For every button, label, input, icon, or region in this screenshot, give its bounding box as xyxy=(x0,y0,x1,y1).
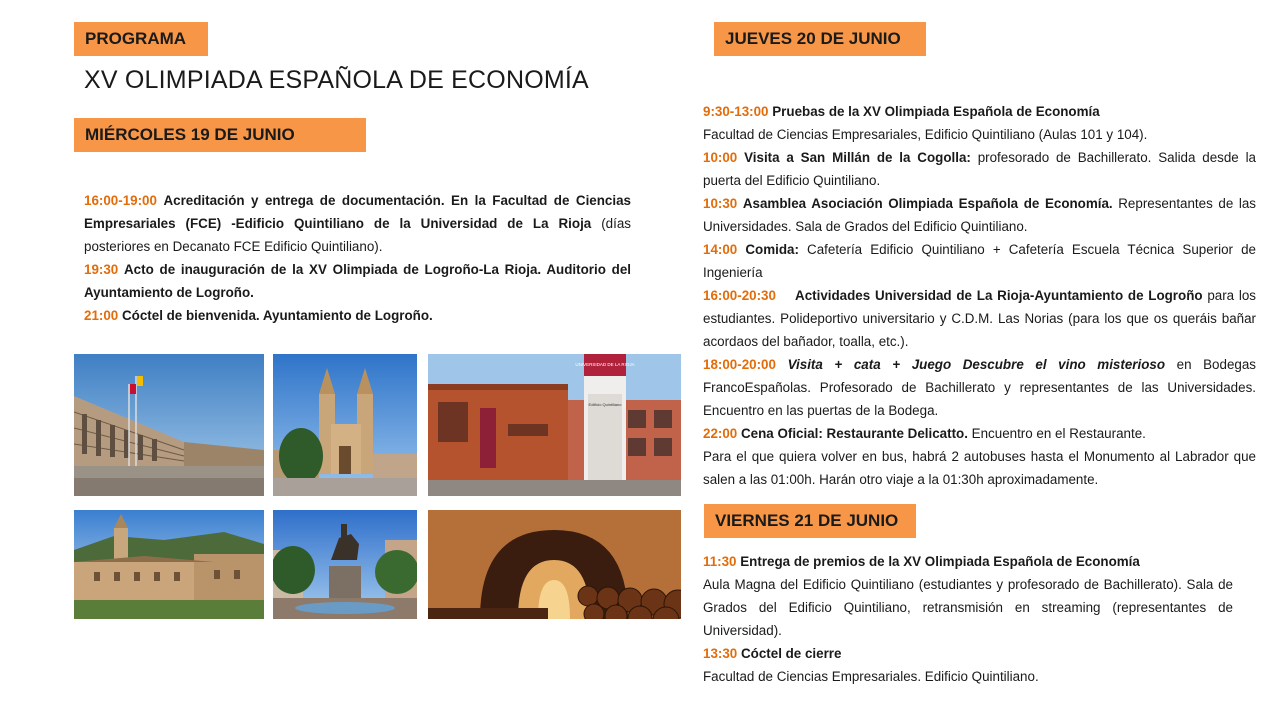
event-detail: profesorado de Bachillerato. Salida desde la puerta del Edificio Quintiliano. xyxy=(703,150,1257,188)
event-title: Comida: xyxy=(745,242,799,257)
event-title: Asamblea Asociación Olimpiada Española de Economía. xyxy=(742,196,1113,211)
event-title: Acto de inauguración de la XV Olimpiada de Logroño-La Rioja. Auditorio del Ayuntamiento de Logroño. xyxy=(84,262,631,300)
event-title: Visita a San Millán de la Cogolla: xyxy=(744,150,971,165)
schedule-item xyxy=(703,192,1256,238)
event-title: Cóctel de bienvenida. Ayuntamiento de Logroño. xyxy=(121,308,433,323)
wednesday-schedule xyxy=(84,189,631,327)
event-title: Acreditación y entrega de documentación. En la Facultad de Ciencias Empresariales (FCE) -Edificio Quintiliano de la Universidad de La Rioja xyxy=(84,193,631,231)
event-detail: en Bodegas FrancoEspañolas. Profesorado de Bachillerato y representantes de las Universidades. Encuentro en las puertas de la Bodega. xyxy=(703,357,1256,418)
event-detail: (días posteriores en Decanato FCE Edificio Quintiliano). xyxy=(84,216,631,254)
programa-tag: PROGRAMA xyxy=(74,22,208,56)
thursday-header: JUEVES 20 DE JUNIO xyxy=(714,22,926,56)
event-time: 16:00-20:30 xyxy=(703,288,776,303)
event-detail: Facultad de Ciencias Empresariales. Edificio Quintiliano. xyxy=(703,669,1039,684)
event-time: 21:00 xyxy=(84,308,119,323)
photo-cathedral xyxy=(273,354,417,496)
event-time: 10:30 xyxy=(703,196,738,211)
friday-schedule xyxy=(703,550,1233,688)
event-time: 11:30 xyxy=(703,554,737,569)
schedule-item xyxy=(703,353,1256,422)
event-time: 13:30 xyxy=(703,646,738,661)
schedule-item xyxy=(703,100,1256,123)
photo-wine-cellar xyxy=(428,510,681,619)
event-detail: Aula Magna del Edificio Quintiliano (estudiantes y profesorado de Bachillerato). Sala de Grados del Edificio Quintiliano, retransmisión en streaming (representantes de Universidad). xyxy=(703,577,1233,638)
event-time: 9:30-13:00 xyxy=(703,104,769,119)
schedule-item xyxy=(84,304,631,327)
event-detail: para los estudiantes. Polideportivo universitario y C.D.M. Las Norias (para los que os queráis bañar acordaos del bañador, toalla, etc.). xyxy=(703,288,1257,349)
event-title: Cóctel de cierre xyxy=(740,646,842,661)
photo-equestrian-statue xyxy=(273,510,417,619)
event-time: 18:00-20:00 xyxy=(703,357,776,372)
event-detail: Cafetería Edificio Quintiliano + Cafetería Escuela Técnica Superior de Ingeniería xyxy=(703,242,1256,280)
event-title: Cena Oficial: Restaurante Delicatto. xyxy=(740,426,968,441)
event-time: 14:00 xyxy=(703,242,738,257)
event-title: Pruebas de la XV Olimpiada Española de Economía xyxy=(772,104,1100,119)
schedule-item xyxy=(84,258,631,304)
photo-monastery xyxy=(74,510,264,619)
event-detail: Facultad de Ciencias Empresariales, Edificio Quintiliano (Aulas 101 y 104). xyxy=(703,127,1148,142)
event-time: 19:30 xyxy=(84,262,119,277)
schedule-item xyxy=(703,422,1256,445)
schedule-item xyxy=(703,284,1256,353)
photo-quintiliano-building xyxy=(428,354,681,496)
event-title: Entrega de premios de la XV Olimpiada Española de Economía xyxy=(740,554,1140,569)
schedule-item xyxy=(703,642,1233,665)
schedule-item xyxy=(84,189,631,258)
photo-government-building xyxy=(74,354,264,496)
friday-header: VIERNES 21 DE JUNIO xyxy=(704,504,916,538)
event-title: Visita + cata + Juego Descubre el vino misterioso xyxy=(787,357,1166,372)
event-title: Actividades Universidad de La Rioja-Ayuntamiento de Logroño xyxy=(795,288,1203,303)
schedule-item xyxy=(703,238,1256,284)
bus-note: Para el que quiera volver en bus, habrá 2 autobuses hasta el Monumento al Labrador que salen a las 01:00h. Harán otro viaje a la 01:30h aproximadamente. xyxy=(703,449,1256,487)
thursday-schedule xyxy=(703,100,1256,491)
page-title: XV OLIMPIADA ESPAÑOLA DE ECONOMÍA xyxy=(84,66,589,94)
schedule-item xyxy=(703,146,1256,192)
event-time: 16:00-19:00 xyxy=(84,193,157,208)
sign-building-text: Edificio Quintiliano xyxy=(588,402,622,407)
event-detail: Representantes de las Universidades. Sala de Grados del Edificio Quintiliano. xyxy=(703,196,1256,234)
sign-university-text: UNIVERSIDAD DE LA RIOJA xyxy=(575,362,635,367)
event-time: 10:00 xyxy=(703,150,738,165)
event-time: 22:00 xyxy=(703,426,738,441)
event-detail: Encuentro en el Restaurante. xyxy=(967,426,1146,441)
wednesday-header: MIÉRCOLES 19 DE JUNIO xyxy=(74,118,366,152)
schedule-item xyxy=(703,550,1233,573)
